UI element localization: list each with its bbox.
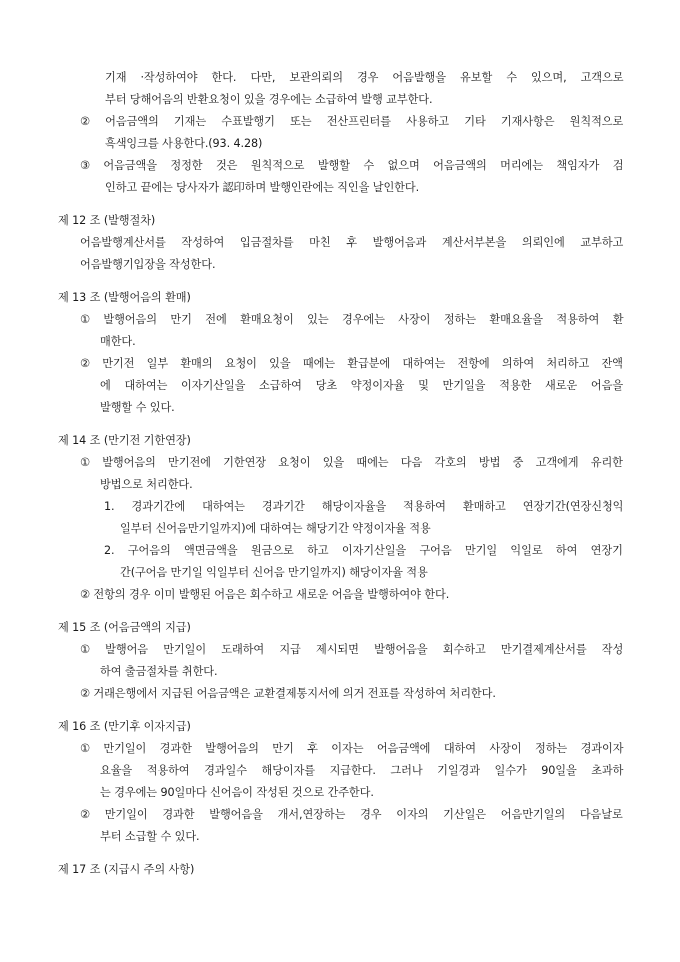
text-line: 어음발행기입장을 작성한다. — [80, 258, 216, 271]
text-line: 인하고 끝에는 당사자가 認印하며 발행인란에는 직인을 날인한다. — [105, 181, 420, 194]
article-heading: 제 17 조 (지급시 주의 사항) — [58, 863, 195, 876]
text-line: 1. 경과기간에 대하여는 경과기간 해당이자율을 적용하여 환매하고 연장기간(연장신청익 — [104, 500, 624, 513]
article-heading: 제 12 조 (발행절차) — [58, 214, 156, 227]
text-line: 요율을 적용하여 경과일수 해당이자를 지급한다. 그러나 기일경과 일수가 90일을 초과하 — [100, 764, 624, 777]
text-line: 일부터 신어음만기일까지)에 대하여는 해당기간 약정이자율 적용 — [120, 522, 431, 535]
text-line: 하여 출금절차를 취한다. — [100, 665, 218, 678]
text-line: ② 전항의 경우 이미 발행된 어음은 회수하고 새로운 어음을 발행하여야 한다. — [80, 588, 450, 601]
text-line: 발행할 수 있다. — [100, 401, 175, 414]
text-line: 부터 당해어음의 반환요청이 있을 경우에는 소급하여 발행 교부한다. — [105, 93, 433, 106]
text-line: ① 만기일이 경과한 발행어음의 만기 후 이자는 어음금액에 대하여 사장이 정하는 경과이자 — [80, 742, 624, 755]
article-heading: 제 15 조 (어음금액의 지급) — [58, 621, 191, 634]
article-heading: 제 14 조 (만기전 기한연장) — [58, 434, 191, 447]
text-line: 매한다. — [100, 335, 136, 348]
text-line: 2. 구어음의 액면금액을 원금으로 하고 이자기산일을 구어음 만기일 익일로 하여 연장기 — [104, 544, 623, 557]
text-line: ② 거래은행에서 지급된 어음금액은 교환결제통지서에 의거 전표를 작성하여 처리한다. — [80, 687, 496, 700]
text-line: ① 발행어음의 만기 전에 환매요청이 있는 경우에는 사장이 정하는 환매요율을 적용하여 환 — [80, 313, 624, 326]
text-line: ① 발행어음의 만기전에 기한연장 요청이 있을 때에는 다음 각호의 방법 중 고객에게 유리한 — [80, 456, 623, 469]
text-line: ② 만기전 일부 환매의 요청이 있을 때에는 환급분에 대하여는 전항에 의하여 처리하고 잔액 — [80, 357, 623, 370]
text-line: ① 발행어음 만기일이 도래하여 지급 제시되면 발행어음을 회수하고 만기결제계산서를 작성 — [80, 643, 624, 656]
text-line: ② 만기일이 경과한 발행어음을 개서,연장하는 경우 이자의 기산일은 어음만기일의 다음날로 — [80, 808, 623, 821]
text-line: 방법으로 처리한다. — [100, 478, 193, 491]
text-line: 에 대하여는 이자기산일을 소급하여 당초 약정이자율 및 만기일을 적용한 새로운 어음을 — [100, 379, 624, 392]
text-line: ② 어음금액의 기재는 수표발행기 또는 전산프린터를 사용하고 기타 기재사항은 원칙적으로 — [80, 115, 624, 128]
text-line: 기재 ·작성하여야 한다. 다만, 보관의뢰의 경우 어음발행을 유보할 수 있으며, 고객으로 — [105, 71, 624, 84]
article-heading: 제 13 조 (발행어음의 환매) — [58, 291, 191, 304]
text-line: ③ 어음금액을 정정한 것은 원칙적으로 발행할 수 없으며 어음금액의 머리에는 책임자가 검 — [80, 159, 624, 172]
text-line: 간(구어음 만기일 익일부터 신어음 만기일까지) 해당이자율 적용 — [120, 566, 428, 579]
text-line: 부터 소급할 수 있다. — [100, 830, 200, 843]
text-line: 는 경우에는 90일마다 신어음이 작성된 것으로 간주한다. — [100, 786, 374, 799]
article-heading: 제 16 조 (만기후 이자지급) — [58, 720, 191, 733]
text-line: 어음발행계산서를 작성하여 입금절차를 마친 후 발행어음과 계산서부본을 의뢰인에 교부하고 — [80, 236, 624, 249]
text-line: 흑색잉크를 사용한다.(93. 4.28) — [105, 137, 263, 150]
